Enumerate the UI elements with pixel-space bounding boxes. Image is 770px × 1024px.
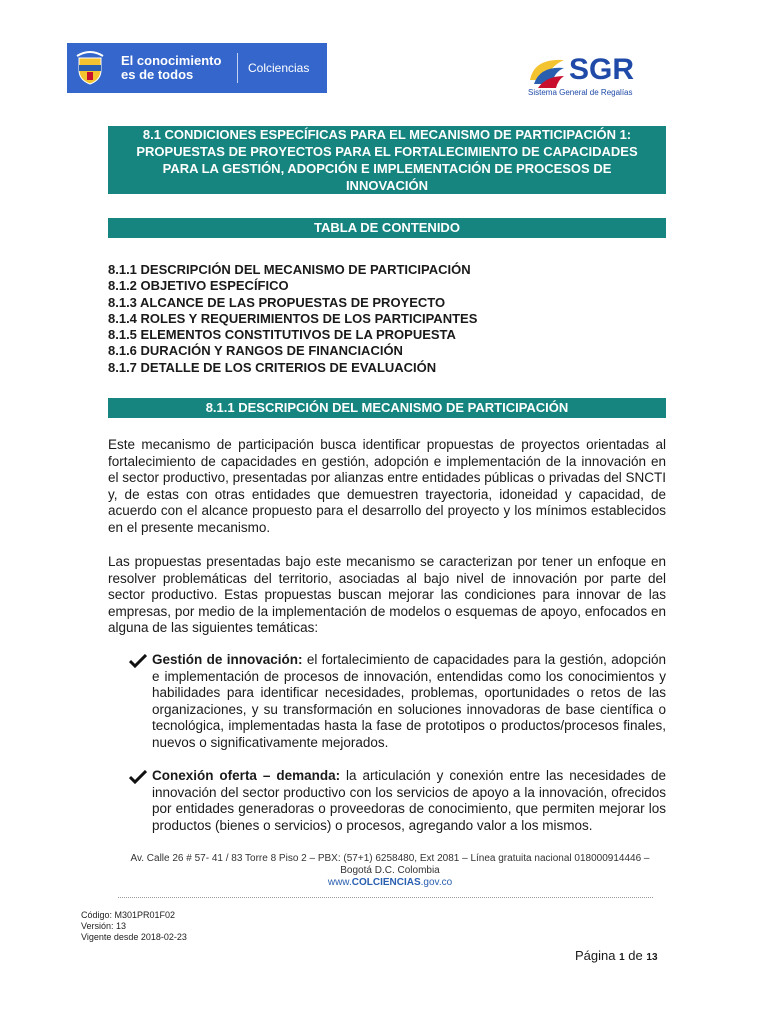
banner-divider (237, 53, 238, 83)
bullet-item (131, 768, 666, 834)
section-heading: 8.1.1 DESCRIPCIÓN DEL MECANISMO DE PARTICIPACIÓN (108, 398, 666, 418)
footer-address (100, 853, 680, 877)
agency-name: Colciencias (248, 61, 310, 75)
web-domain: COLCIENCIAS (351, 877, 421, 888)
toc-heading: TABLA DE CONTENIDO (108, 218, 666, 238)
page-number (575, 948, 658, 963)
sgr-subtitle: Sistema General de Regalías (528, 88, 633, 97)
toc-item[interactable]: 8.1.2 OBJETIVO ESPECÍFICO (108, 278, 289, 294)
title-line: PROPUESTAS DE PROYECTOS PARA EL FORTALECIMIENTO DE CAPACIDADES (136, 144, 638, 159)
title-line: INNOVACIÓN (345, 178, 429, 193)
website-link[interactable] (100, 877, 680, 888)
toc-item[interactable]: 8.1.7 DETALLE DE LOS CRITERIOS DE EVALUACIÓN (108, 359, 437, 375)
bullet-term: Conexión oferta – demanda: (152, 768, 341, 783)
toc-item[interactable]: 8.1.5 ELEMENTOS CONSTITUTIVOS DE LA PROPUESTA (108, 327, 456, 343)
bullet-item (131, 652, 666, 752)
sgr-name: SGR (569, 53, 635, 86)
title-line: PARA LA GESTIÓN, ADOPCIÓN E IMPLEMENTACIÓN DE PROCESOS DE (162, 161, 612, 176)
checkmark-icon (129, 770, 147, 784)
paragraph: Las propuestas presentadas bajo este mecanismo se caracterizan por tener un enfoque en resolver problemáticas del territorio, asociadas al bajo nivel de innovación por parte del sector productivo. Estas propuestas buscan mejorar las condiciones para innovar de las empresas, por medio de la implementación de modelos o esquemas de apoyo, enfocados en alguna de las siguientes temáticas: (108, 554, 666, 636)
toc-list (108, 262, 477, 376)
bullet-description: la articulación y conexión entre las necesidades de innovación del sector productivo con los servicios de apoyo a la innovación, ofrecidos por entidades generadoras o proveedoras de conocimiento, que permiten mejorar los productos (bienes o servicios) o procesos, agregando valor a los mismos. (152, 768, 666, 833)
paragraph: Este mecanismo de participación busca identificar propuestas de proyectos orientadas al fortalecimiento de capacidades en gestión, adopción e implementación de la innovación en el sector productivo, presentadas por alianzas entre entidades públicas o privadas del SNCTI y, de estas con otras entidades que demuestren trayectoria, idoneidad y capacidad, de acuerdo con el alcance propuesto para el desarrollo del proyecto y los mínimos establecidos en el presente mecanismo. (108, 437, 666, 535)
gov-motto: El conocimiento es de todos (121, 53, 222, 82)
page-of: de (628, 948, 643, 963)
page-total: 13 (646, 952, 658, 963)
document-meta (81, 910, 187, 943)
address-line: Av. Calle 26 # 57- 41 / 83 Torre 8 Piso 2 – PBX: (57+1) 6258480, Ext 2081 – Línea gratuita nacional 018000914446 – (130, 853, 650, 864)
toc-item[interactable]: 8.1.4 ROLES Y REQUERIMIENTOS DE LOS PARTICIPANTES (108, 310, 478, 326)
bullet-text (131, 652, 666, 752)
toc-item[interactable]: 8.1.6 DURACIÓN Y RANGOS DE FINANCIACIÓN (108, 343, 403, 359)
toc-item[interactable]: 8.1.3 ALCANCE DE LAS PROPUESTAS DE PROYECTO (108, 294, 446, 310)
footer-divider (118, 897, 653, 898)
coat-of-arms-icon (67, 43, 113, 93)
title-line: 8.1 CONDICIONES ESPECÍFICAS PARA EL MECANISMO DE PARTICIPACIÓN 1: (142, 127, 632, 142)
toc-item[interactable]: 8.1.1 DESCRIPCIÓN DEL MECANISMO DE PARTICIPACIÓN (108, 262, 471, 277)
city-line: Bogotá D.C. Colombia (340, 865, 440, 876)
bullet-term: Gestión de innovación: (152, 652, 303, 667)
gov-banner (67, 43, 327, 93)
doc-version: Versión: 13 (81, 921, 127, 931)
doc-valid-from: Vigente desde 2018-02-23 (81, 932, 187, 942)
bullet-description: el fortalecimiento de capacidades para la gestión, adopción e implementación de procesos de innovación, entendidas como los conocimientos y habilidades para identificar necesidades, problemas, oportunidades o retos de las organizaciones, y su transformación en soluciones innovadoras de base científica o tecnológica, implementadas hasta la fase de prototipos o productos/procesos finales, nuevos o significativamente mejorados. (152, 652, 667, 750)
document-title (108, 126, 666, 194)
page-label: Página (575, 948, 616, 963)
web-prefix: www. (327, 877, 352, 888)
bullet-text (131, 768, 666, 834)
page-current: 1 (619, 952, 625, 963)
web-suffix: .gov.co (420, 877, 453, 888)
checkmark-icon (129, 654, 147, 668)
doc-code: Código: M301PR01F02 (81, 910, 176, 920)
